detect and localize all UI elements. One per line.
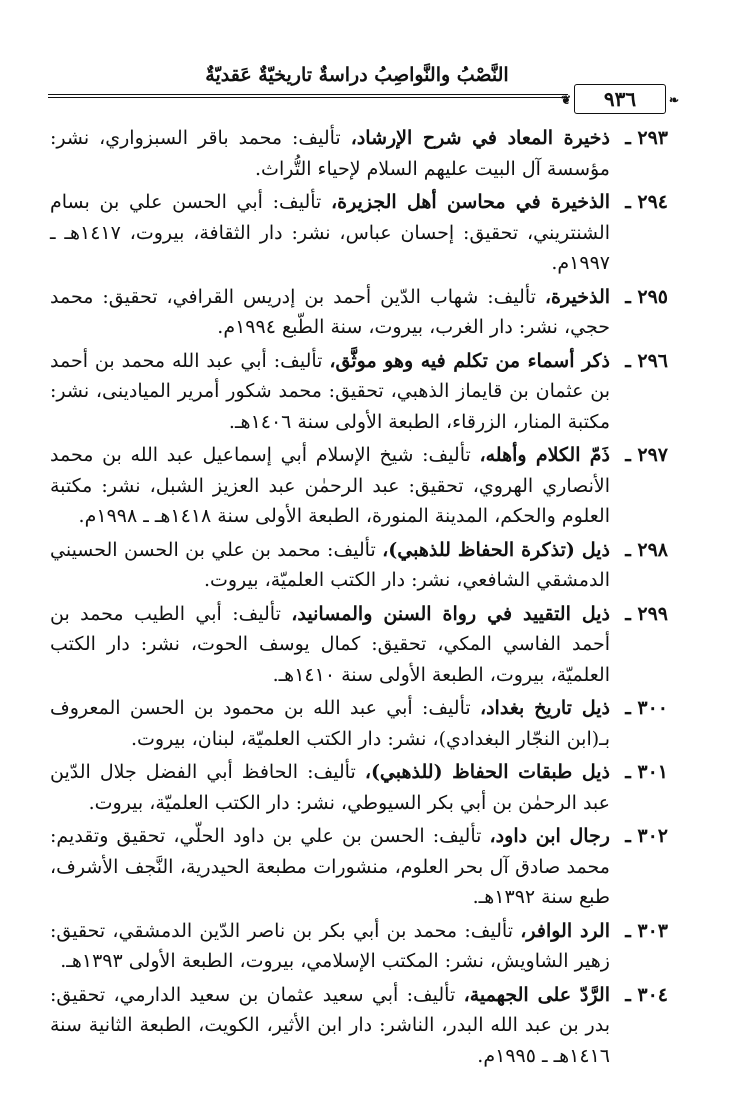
entry-details: تأليف: محمد باقر السبزواري، نشر: مؤسسة آل البيت عليهم السلام لإحياء التُّراث.: [50, 127, 610, 180]
bibliography-entry: [50, 916, 668, 977]
header-rule: [48, 94, 568, 98]
entry-number: ٣٠٤ ـ: [625, 983, 668, 1006]
entry-title: الرد الوافر،: [520, 919, 610, 942]
bibliography-entry: [50, 123, 668, 184]
entry-title: ذيل تاريخ بغداد،: [479, 697, 610, 719]
entry-title: ذيل طبقات الحفاظ (للذهبي)،: [364, 761, 611, 783]
entry-title: الرَّدّ على الجهمية،: [463, 983, 610, 1006]
entry-number: ٢٩٨ ـ: [625, 538, 668, 561]
entry-details: تأليف: شهاب الدّين أحمد بن إدريس القرافي، تحقيق: محمد حجي، نشر: دار الغرب، بيروت، سنة الطّبع ١٩٩٤م.: [50, 285, 610, 338]
running-title: النَّصْبُ والنَّواصِبُ دراسةٌ تاريخيّةٌ عَقديّةٌ: [205, 64, 509, 86]
entry-title: ذيل التقييد في رواة السنن والمسانيد،: [291, 602, 610, 625]
entry-title: ذكر أسماء من تكلم فيه وهو موثَّق،: [329, 349, 611, 372]
entry-number: ٣٠١ ـ: [625, 761, 668, 783]
entry-details: تأليف: أبي الحسن علي بن بسام الشنتريني، تحقيق: إحسان عباس، نشر: دار الثقافة، بيروت، ١٤١٧هـ ـ ١٩٩٧م.: [50, 191, 610, 274]
entry-details: تأليف: محمد بن أبي بكر بن ناصر الدّين الدمشقي، تحقيق: زهير الشاويش، نشر: المكتب الإسلامي، بيروت، الطبعة الأولى ١٣٩٣هـ.: [50, 919, 610, 972]
bibliography-entry: [50, 346, 668, 438]
entry-number: ٢٩٦ ـ: [625, 349, 668, 372]
entry-title: ذَمّ الكلام وأهله،: [479, 444, 610, 466]
bibliography-entry: [50, 821, 668, 913]
entry-number: ٢٩٣ ـ: [625, 127, 668, 149]
entry-details: تأليف: أبي عبد الله بن محمود بن الحسن المعروف بـ(ابن النجّار البغدادي)، نشر: دار الكتب العلميّة، لبنان، بيروت.: [50, 697, 610, 750]
bibliography-entry: [50, 980, 668, 1072]
entry-details: تأليف: شيخ الإسلام أبي إسماعيل عبد الله بن محمد الأنصاري الهروي، تحقيق: عبد الرحمٰن عبد العزيز الشبل، نشر: مكتبة العلوم والحكم، المدينة المنورة، الطبعة الأولى سنة ١٤١٨هـ ـ ١٩٩٨م.: [50, 444, 610, 527]
page-number: ❦ ٩٣٦ ❧: [574, 84, 666, 114]
entry-title: ذخيرة المعاد في شرح الإرشاد،: [350, 127, 610, 149]
bibliography-entry: [50, 187, 668, 279]
entry-details: تأليف: محمد بن علي بن الحسن الحسيني الدمشقي الشافعي، نشر: دار الكتب العلميّة، بيروت.: [50, 538, 610, 591]
entry-title: الذخيرة،: [544, 285, 611, 308]
entry-number: ٣٠٠ ـ: [625, 697, 668, 719]
bibliography-list: [50, 123, 668, 1074]
entry-number: ٢٩٤ ـ: [625, 191, 668, 213]
entry-details: تأليف: أبي الطيب محمد بن أحمد الفاسي المكي، تحقيق: كمال يوسف الحوت، نشر: دار الكتب العلميّة، بيروت، الطبعة الأولى سنة ١٤١٠هـ.: [50, 602, 610, 686]
bibliography-entry: [50, 440, 668, 532]
entry-details: تأليف: أبي عبد الله محمد بن أحمد بن عثمان بن قايماز الذهبي، تحقيق: محمد شكور أمرير الميادينى، نشر: مكتبة المنار، الزرقاء، الطبعة الأولى سنة ١٤٠٦هـ.: [50, 349, 610, 433]
entry-details: تأليف: الحافظ أبي الفضل جلال الدّين عبد الرحمٰن بن أبي بكر السيوطي، نشر: دار الكتب العلميّة، بيروت.: [50, 761, 610, 814]
entry-title: رجال ابن داود،: [489, 825, 610, 847]
page-header: [48, 62, 666, 122]
entry-title: الذخيرة في محاسن أهل الجزيرة،: [331, 191, 610, 213]
entry-number: ٢٩٥ ـ: [625, 285, 668, 308]
entry-number: ٢٩٩ ـ: [625, 602, 668, 625]
entry-number: ٣٠٣ ـ: [625, 919, 668, 942]
bibliography-entry: [50, 535, 668, 596]
entry-title: ذيل (تذكرة الحفاظ للذهبي)،: [382, 538, 610, 561]
entry-number: ٢٩٧ ـ: [625, 444, 668, 466]
bibliography-entry: [50, 693, 668, 754]
entry-details: تأليف: الحسن بن علي بن داود الحلّي، تحقيق وتقديم: محمد صادق آل بحر العلوم، منشورات مطبعة الحيدرية، النَّجف الأشرف، طبع سنة ١٣٩٢هـ.: [50, 825, 610, 908]
bibliography-entry: [50, 282, 668, 343]
entry-details: تأليف: أبي سعيد عثمان بن سعيد الدارمي، تحقيق: بدر بن عبد الله البدر، الناشر: دار ابن الأثير، الكويت، الطبعة الثانية سنة ١٤١٦هـ ـ ١٩٩٥م.: [50, 983, 610, 1067]
bibliography-entry: [50, 599, 668, 691]
bibliography-entry: [50, 757, 668, 818]
entry-number: ٣٠٢ ـ: [625, 825, 668, 847]
